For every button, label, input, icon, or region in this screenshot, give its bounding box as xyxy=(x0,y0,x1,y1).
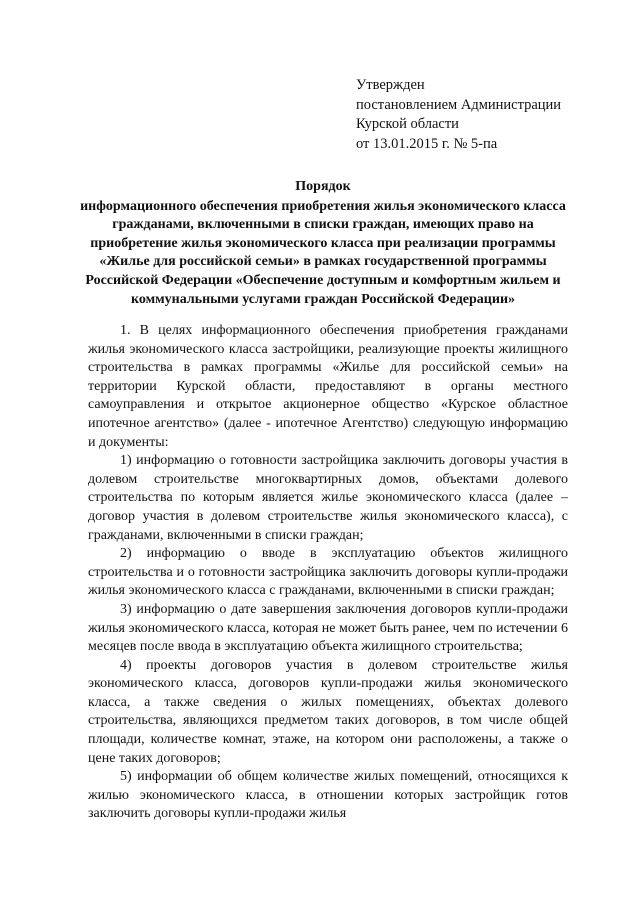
paragraph-item-3: 3) информацию о дате завершения заключения договоров купли-продажи жилья экономического класса, которая не может быть ранее, чем по истечении 6 месяцев после ввода в эксплуатацию объекта жилищного строительства; xyxy=(88,601,568,655)
paragraph-1: 1. В целях информационного обеспечения приобретения гражданами жилья экономического класса застройщики, реализующие проекты жилищного строительства в рамках программы «Жилье для российской семьи» на территории Курской области, предоставляют в органы местного самоуправления и открытое акционерное общество «Курское областное ипотечное агентство» (далее - ипотечное Агентство) следующую информацию и документы: xyxy=(88,323,568,450)
title-subtitle: информационного обеспечения приобретения жилья экономического класса гражданами, включенными в списки граждан, имеющих право на приобретение жилья экономического класса при реализации программы «Жилье для российской семьи» в рамках государственной программы Российской Федерации «Обеспечение доступным и комфортным жильем и коммунальными услугами граждан Российской Федерации» xyxy=(80,198,566,307)
approval-stamp xyxy=(356,76,616,154)
approval-line-resolution: постановлением Администрации xyxy=(356,96,562,113)
approval-line-approved: Утвержден xyxy=(356,77,425,93)
document-body xyxy=(88,322,568,824)
approval-line-region: Курской области xyxy=(356,116,459,132)
paragraph-item-2: 2) информацию о вводе в эксплуатацию объектов жилищного строительства и о готовности застройщика заключить договоры купли-продажи жилья экономического класса с гражданами, включенными в списки граждан; xyxy=(88,546,568,599)
paragraph-item-5: 5) информации об общем количестве жилых помещений, относящихся к жилью экономического класса, в отношении которых застройщик готов заключить договоры купли-продажи жилья xyxy=(88,769,568,822)
title-heading: Порядок xyxy=(295,179,351,194)
approval-line-date-number: от 13.01.2015 г. № 5-па xyxy=(356,135,498,152)
paragraph-item-1: 1) информацию о готовности застройщика заключить договоры участия в долевом строительстве многоквартирных домов, объектами долевого строительства по которым является жилье экономического класса (далее – договор участия в долевом строительстве жилья экономического класса), с гражданами, включенными в списки граждан; xyxy=(88,453,568,543)
document-title xyxy=(78,178,568,309)
paragraph-item-4: 4) проекты договоров участия в долевом строительстве жилья экономического класса, договоров купли-продажи жилья экономического класса, а также сведения о жилых помещениях, объектах долевого строительства, являющихся предметом таких договоров, в том числе общей площади, количестве комнат, этаже, на котором они расположены, а также о цене таких договоров; xyxy=(88,657,568,766)
